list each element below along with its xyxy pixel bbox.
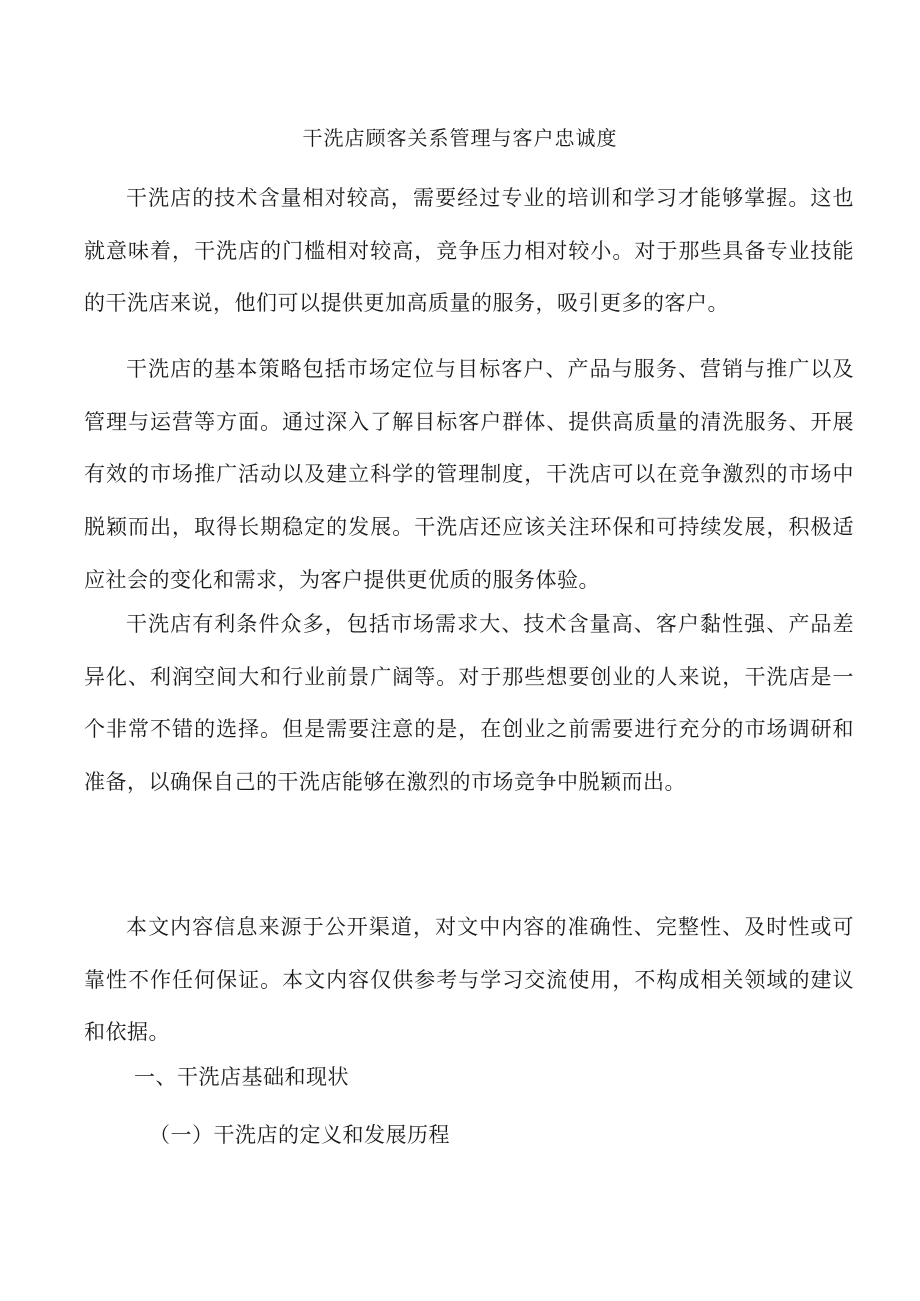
paragraph-technical-content: 干洗店的技术含量相对较高，需要经过专业的培训和学习才能够掌握。这也就意味着，干洗店的门槛相对较高，竞争压力相对较小。对于那些具备专业技能的干洗店来说，他们可以提供更加高质量的服务，吸引更多的客户。 xyxy=(84,186,854,316)
paragraph-basic-strategy: 干洗店的基本策略包括市场定位与目标客户、产品与服务、营销与推广以及管理与运营等方面。通过深入了解目标客户群体、提供高质量的清洗服务、开展有效的市场推广活动以及建立科学的管理制度，干洗店可以在竞争激烈的市场中脱颖而出，取得长期稳定的发展。干洗店还应该关注环保和可持续发展，积极适应社会的变化和需求，为客户提供更优质的服务体验。 xyxy=(84,357,854,592)
subsection-heading: （一）干洗店的定义和发展历程 xyxy=(149,1123,450,1147)
section-heading: 一、干洗店基础和现状 xyxy=(134,1065,349,1089)
paragraph-disclaimer: 本文内容信息来源于公开渠道，对文中内容的准确性、完整性、及时性或可靠性不作任何保证。本文内容仅供参考与学习交流使用，不构成相关领域的建议和依据。 xyxy=(84,915,854,1045)
paragraph-favorable-conditions: 干洗店有利条件众多，包括市场需求大、技术含量高、客户黏性强、产品差异化、利润空间大和行业前景广阔等。对于那些想要创业的人来说，干洗店是一个非常不错的选择。但是需要注意的是，在创业之前需要进行充分的市场调研和准备，以确保自己的干洗店能够在激烈的市场竞争中脱颖而出。 xyxy=(84,612,854,795)
document-title: 干洗店顾客关系管理与客户忠诚度 xyxy=(302,126,618,150)
